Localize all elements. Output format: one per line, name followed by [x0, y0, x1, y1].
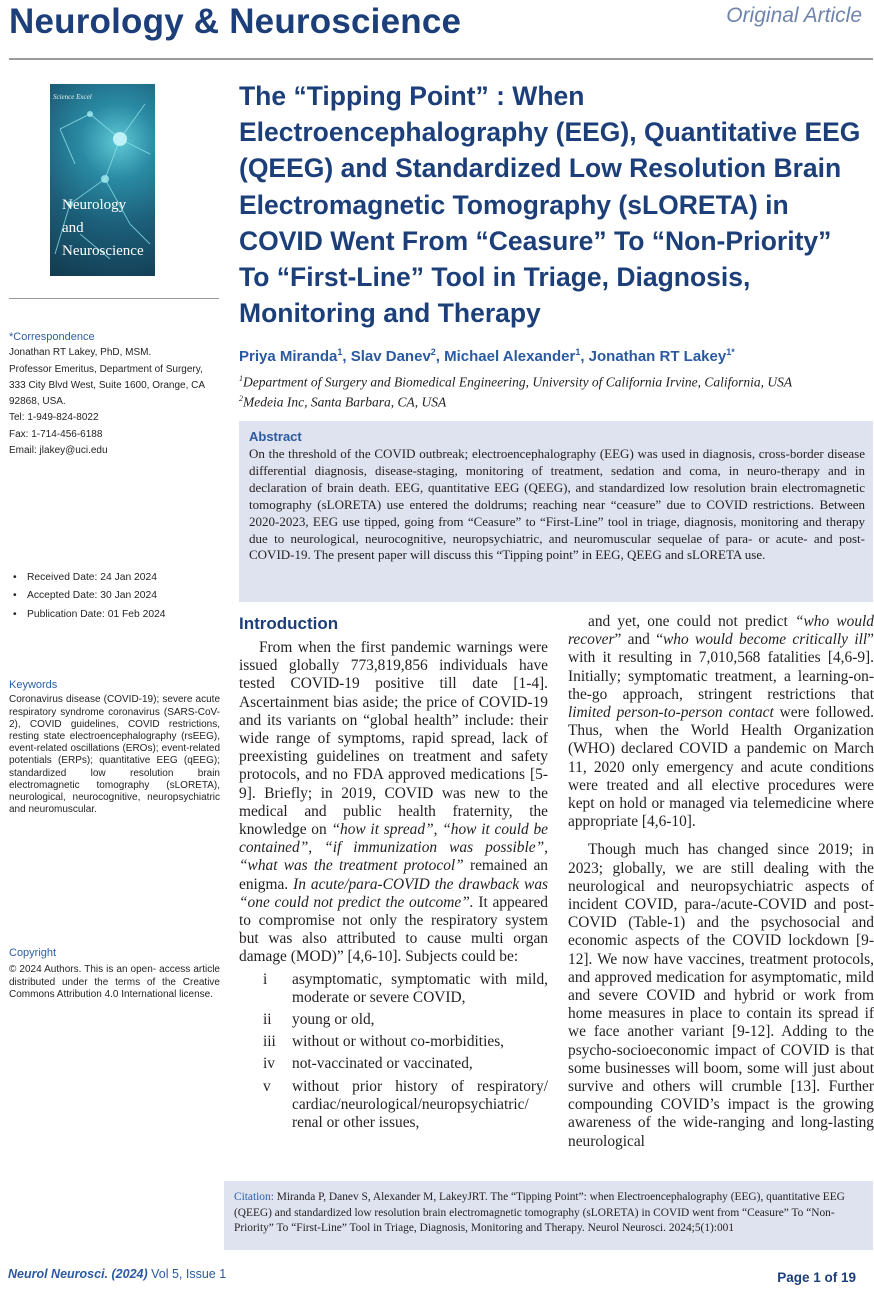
body-column-1	[239, 639, 548, 1132]
list-item: iii without or without co-morbidities,	[263, 1033, 505, 1051]
correspondence-title: Professor Emeritus, Department of Surgery,	[9, 363, 203, 375]
author-name[interactable]: Jonathan RT Lakey	[588, 348, 727, 365]
correspondence-heading: *Correspondence	[9, 331, 95, 343]
affiliation-2: $^2$Medeia Inc, Santa Barbara, CA, USA	[239, 394, 447, 410]
cover-publisher: Science Excel	[53, 93, 92, 101]
correspondence-fax: Fax: 1-714-456-6188	[9, 428, 103, 440]
author-list: Priya Miranda$^1$, Slav Danev$^2$, Michael Alexander$^1$, Jonathan RT Lakey$^{1*}$	[239, 347, 735, 365]
list-item: i asymptomatic, symptomatic with mild, moderate or severe COVID,	[263, 970, 548, 1006]
author-name[interactable]: Slav Danev	[350, 348, 431, 365]
keywords-text: Coronavirus disease (COVID-19); severe acute respiratory syndrome coronavirus (SARS-CoV-2), COVID guidelines, COVID restrictions, resting state electroencephalography (rsEEG), event-related oscillations (EROs); event-related potentials (ERPs); quantitative EEG (qEEG); standardized low resolution brain electromagnetic tomography (sLORETA), neurological, neurocognitive, neuropsychiatric and neuromuscular.	[9, 694, 220, 816]
article-title: The “Tipping Point” : When Electroencephalography (EEG), Quantitative EEG (QEEG) and Standardized Low Resolution Brain Electromagnetic Tomography (sLORETA) in COVID Went From “Ceasure” To “Non-Priority” To “First-Line” Tool in Triage, Diagnosis, Monitoring and Therapy	[239, 81, 861, 329]
correspondence-address2: 92868, USA.	[9, 396, 66, 408]
list-item: v without prior history of respiratory/ cardiac/neurological/neuropsychiatric/ renal or other issues,	[263, 1077, 548, 1132]
article-type: Original Article	[726, 4, 862, 27]
footer-journal-abbrev: Neurol Neurosci. (2024)	[8, 1267, 148, 1281]
page-number: Page 1 of 19	[777, 1270, 856, 1285]
abstract-heading: Abstract	[249, 429, 302, 444]
keywords-heading: Keywords	[9, 679, 58, 691]
copyright-heading: Copyright	[9, 947, 57, 959]
copyright-text: © 2024 Authors. This is an open- access article distributed under the terms of the Creative Commons Attribution 4.0 International license.	[9, 964, 220, 1000]
received-date: • Received Date: 24 Jan 2024	[9, 569, 220, 587]
journal-cover-image	[50, 84, 155, 276]
abstract-box	[239, 421, 873, 602]
copyright-block	[9, 945, 220, 1001]
list-item: iv not-vaccinated or vaccinated,	[263, 1055, 473, 1073]
footer-journal-info	[8, 1267, 226, 1281]
subject-list	[239, 971, 548, 1133]
correspondence-name: Jonathan RT Lakey, PhD, MSM.	[9, 347, 152, 359]
abstract-text: On the threshold of the COVID outbreak; electroencephalography (EEG) was used in diagnosis, cross-border disease differential diagnosis, disease-staging, monitoring of treatment, sedation and coma, in neuro-therapy and in declaration of brain death. EEG, quantitative EEG (QEEG), and standardized low resolution brain electromagnetic tomography (sLORETA) use entered the doldrums; reaching near “ceasure” due to COVID restrictions. Between 2020-2023, EEG use tipped, going from “Ceasure” to “First-Line” tool in triage, diagnosis, monitoring and therapy due to neurological, neurocognitive, neuropsychiatric, and neuromuscular sequelae of para- or acute- and post-COVID-19. The present paper will discuss this “Tipping point” in EEG, QEEG and sLORETA use.	[249, 446, 865, 563]
correspondence-email[interactable]: Email: jlakey@uci.edu	[9, 445, 108, 457]
affiliation-1: $^1$Department of Surgery and Biomedical Engineering, University of California Irvine, California, USA	[239, 374, 793, 390]
citation-box	[224, 1181, 873, 1250]
intro-paragraph-continued: and yet, one could not predict “who would recover” and “who would become critically ill” with it resulting in 7,010,568 fatalities [4,6-9]. Initially; symptomatic treatment, a learning-on-the-go approach, stringent restrictions that limited person-to-person contact were followed. Thus, when the World Health Organization (WHO) declared COVID a pandemic on March 11, 2020 only emergency and acute conditions were treated and all elective procedures were kept on hold or managed via telemedicine where appropriate [4,6-10].	[568, 613, 874, 831]
list-item: ii young or old,	[263, 1011, 375, 1029]
keywords-block	[9, 677, 220, 816]
correspondence-tel: Tel: 1-949-824-8022	[9, 412, 99, 424]
intro-paragraph-1: From when the first pandemic warnings were issued globally 773,819,856 individuals have tested COVID-19 positive till date [1-4]. Ascertainment bias aside; the price of COVID-19 and its variants on “global health” include: their wide range of symptoms, rapid spread, lack of preexisting guidelines on treatment and safety protocols, and no FDA approved medications [5-9]. Briefly; in 2019, COVID was new to the medical and public health fraternity, the knowledge on “how it spread”, “how it could be contained”, “if immunization was possible”, “what was the treatment protocol” remained an enigma. In acute/para-COVID the drawback was “one could not predict the outcome”. It appeared to compromise not only the respiratory system but was also attributed to cause multi organ damage (MOD)” [4,6-10]. Subjects could be:	[239, 639, 548, 966]
sidebar-divider	[9, 298, 219, 299]
citation-text: Miranda P, Danev S, Alexander M, LakeyJRT. The “Tipping Point”: when Electroencephalography (EEG), quantitative EEG (QEEG) and standardized low resolution brain electromagnetic tomography (sLORETA) in COVID went from “Ceasure” To “Non-Priority” To “First-Line” Tool in Triage, Diagnosis, Monitoring and Therapy. Neurol Neurosci. 2024;5(1):001	[234, 1191, 845, 1234]
publication-date: • Publication Date: 01 Feb 2024	[9, 606, 220, 624]
body-column-2	[568, 613, 874, 1151]
journal-name: Neurology & Neuroscience	[9, 2, 462, 41]
intro-paragraph-2: Though much has changed since 2019; in 2023; globally, we are still dealing with the neurological and neuropsychiatric aspects of incident COVID, para-/acute-COVID and post-COVID (Table-1) and the psychosocial and economic aspects of the COVID lockdown [9-12]. We now have vaccines, treatment protocols, and approved medication for asymptomatic, mild and severe COVID and hybrid or work from home measures in place to contain its spread if we face another variant [9-12]. Adding to the psycho-socioeconomic impact of COVID is that some businesses will boom, some will just about survive and others will crumble [13]. Further compounding COVID’s impact is the growing awareness of the wide-ranging and long-lasting neurological	[568, 841, 874, 1150]
cover-title: Neurology and Neuroscience	[62, 197, 144, 259]
citation-label: Citation:	[234, 1191, 274, 1203]
footer-volume-issue: Vol 5, Issue 1	[147, 1267, 227, 1281]
accepted-date: • Accepted Date: 30 Jan 2024	[9, 587, 220, 605]
introduction-heading: Introduction	[239, 614, 339, 633]
author-name[interactable]: Michael Alexander	[444, 348, 576, 365]
correspondence-block	[9, 329, 220, 459]
article-dates	[9, 569, 220, 624]
header-divider	[9, 58, 873, 60]
author-name[interactable]: Priya Miranda	[239, 348, 338, 365]
correspondence-address1: 333 City Blvd West, Suite 1600, Orange, CA	[9, 379, 206, 391]
